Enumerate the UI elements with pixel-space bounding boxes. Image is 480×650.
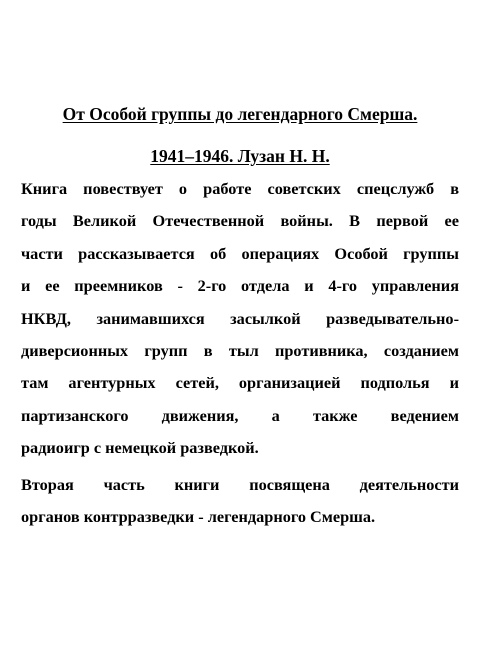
paragraph-line: Вторая часть книги посвящена деятельности	[21, 474, 459, 494]
description-paragraph-2	[21, 469, 459, 534]
paragraph-line: там агентурных сетей, организацией подполья и	[21, 373, 459, 393]
paragraph-line: годы Великой Отечественной войны. В первой ее	[21, 211, 459, 231]
paragraph-line: Книга повествует о работе советских спецслужб в	[21, 179, 459, 198]
book-description-page	[21, 104, 459, 533]
paragraph-line: части рассказывается об операциях Особой группы	[21, 243, 459, 263]
paragraph-line: диверсионных групп в тыл противника, созданием	[21, 341, 459, 361]
paragraph-line: НКВД, занимавшихся засылкой разведывательно-	[21, 308, 459, 328]
paragraph-line: и ее преемников - 2-го отдела и 4-го управления	[21, 276, 459, 296]
description-paragraph-1	[21, 173, 459, 465]
book-title-line-1: От Особой группы до легендарного Смерша.	[62, 104, 418, 124]
paragraph-line: партизанского движения, а также ведением	[21, 405, 459, 425]
paragraph-line: радиоигр с немецкой разведкой.	[21, 438, 259, 458]
book-title-line-2: 1941–1946. Лузан Н. Н.	[150, 146, 330, 166]
paragraph-line: органов контрразведки - легендарного Смерша.	[21, 507, 376, 527]
